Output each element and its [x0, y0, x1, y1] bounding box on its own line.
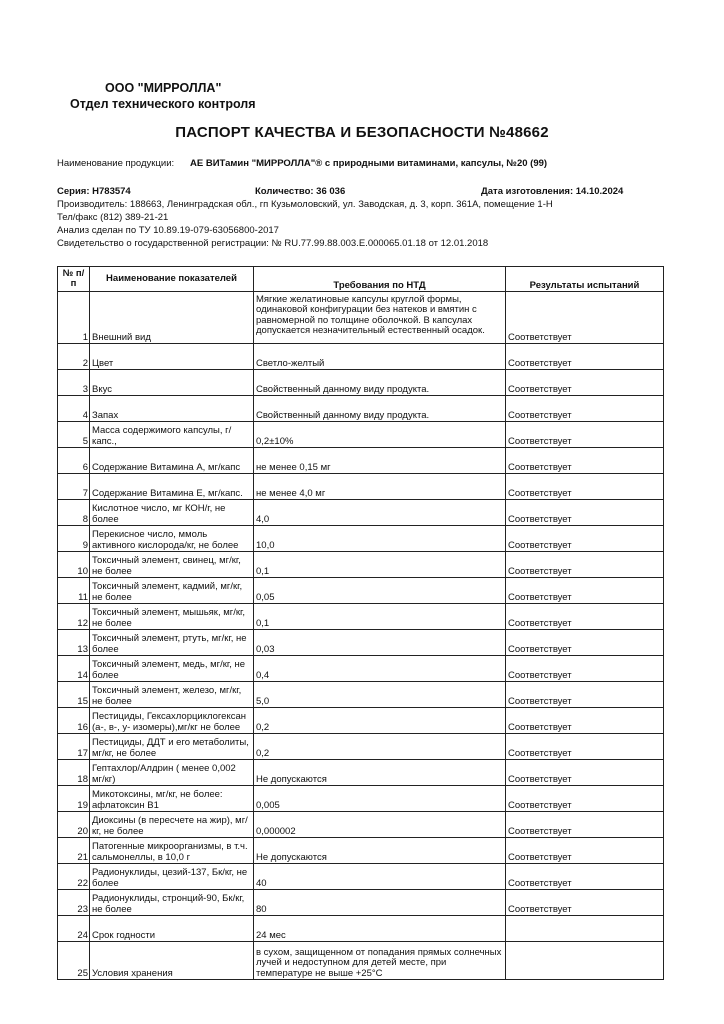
row-requirement: 0,1 — [254, 552, 506, 578]
row-number: 24 — [58, 916, 90, 942]
row-number: 16 — [58, 708, 90, 734]
series-field — [57, 186, 131, 197]
row-number: 11 — [58, 578, 90, 604]
row-requirement: 40 — [254, 864, 506, 890]
row-result — [506, 942, 664, 980]
table-row — [58, 578, 664, 604]
row-result: Соответствует — [506, 500, 664, 526]
row-requirement: 0,05 — [254, 578, 506, 604]
row-number: 6 — [58, 448, 90, 474]
table-row — [58, 786, 664, 812]
series-value: Н783574 — [92, 186, 131, 197]
table-row — [58, 448, 664, 474]
row-number: 4 — [58, 396, 90, 422]
row-number: 1 — [58, 292, 90, 344]
row-number: 15 — [58, 682, 90, 708]
table-header-row — [58, 267, 664, 292]
row-result: Соответствует — [506, 890, 664, 916]
row-result: Соответствует — [506, 422, 664, 448]
row-number: 13 — [58, 630, 90, 656]
table-row — [58, 942, 664, 980]
row-result: Соответствует — [506, 448, 664, 474]
row-indicator: Перекисное число, ммоль активного кислорода/кг, не более — [90, 526, 254, 552]
manufacture-date-field — [481, 186, 623, 197]
row-result: Соответствует — [506, 526, 664, 552]
table-row — [58, 890, 664, 916]
row-indicator: Токсичный элемент, кадмий, мг/кг, не более — [90, 578, 254, 604]
row-indicator: Токсичный элемент, мышьяк, мг/кг, не более — [90, 604, 254, 630]
row-number: 10 — [58, 552, 90, 578]
row-requirement: 0,2 — [254, 734, 506, 760]
table-row — [58, 812, 664, 838]
product-name-value: АЕ ВИТамин "МИРРОЛЛА"® с природными витаминами, капсулы, №20 (99) — [190, 158, 548, 169]
header-results: Результаты испытаний — [506, 267, 664, 292]
table-row — [58, 708, 664, 734]
row-requirement: 5,0 — [254, 682, 506, 708]
row-number: 22 — [58, 864, 90, 890]
series-label: Серия: — [57, 186, 90, 197]
table-row — [58, 292, 664, 344]
row-requirement: 4,0 — [254, 500, 506, 526]
row-requirement: Не допускаются — [254, 760, 506, 786]
row-indicator: Патогенные микроорганизмы, в т.ч. сальмонеллы, в 10,0 г — [90, 838, 254, 864]
row-result: Соответствует — [506, 656, 664, 682]
row-indicator: Содержание Витамина А, мг/капс — [90, 448, 254, 474]
row-result: Соответствует — [506, 760, 664, 786]
row-result: Соответствует — [506, 682, 664, 708]
row-number: 12 — [58, 604, 90, 630]
row-number: 8 — [58, 500, 90, 526]
table-row — [58, 864, 664, 890]
table-row — [58, 474, 664, 500]
row-number: 3 — [58, 370, 90, 396]
row-requirement: не менее 0,15 мг — [254, 448, 506, 474]
row-result: Соответствует — [506, 838, 664, 864]
company-name: ООО "МИРРОЛЛА" — [105, 81, 222, 95]
row-number: 9 — [58, 526, 90, 552]
table-row — [58, 656, 664, 682]
table-row — [58, 552, 664, 578]
row-requirement: Свойственный данному виду продукта. — [254, 396, 506, 422]
row-indicator: Вкус — [90, 370, 254, 396]
table-row — [58, 734, 664, 760]
table-row — [58, 396, 664, 422]
row-requirement: Мягкие желатиновые капсулы круглой формы, одинаковой конфигурации без натеков и вмятин с равномерной по толщине оболочкой. В капсулах допускается незначительный естественный осадок. — [254, 292, 506, 344]
row-requirement: 0,2 — [254, 708, 506, 734]
row-requirement: 80 — [254, 890, 506, 916]
row-indicator: Кислотное число, мг КОН/г, не более — [90, 500, 254, 526]
row-result: Соответствует — [506, 370, 664, 396]
row-result: Соответствует — [506, 552, 664, 578]
row-number: 20 — [58, 812, 90, 838]
header-name: Наименование показателей — [90, 267, 254, 292]
department-name: Отдел технического контроля — [70, 97, 256, 111]
row-indicator: Срок годности — [90, 916, 254, 942]
row-result: Соответствует — [506, 474, 664, 500]
row-indicator: Пестициды, ДДТ и его метаболиты, мг/кг, не более — [90, 734, 254, 760]
table-row — [58, 630, 664, 656]
row-indicator: Запах — [90, 396, 254, 422]
row-requirement: не менее 4,0 мг — [254, 474, 506, 500]
table-row — [58, 838, 664, 864]
row-number: 18 — [58, 760, 90, 786]
row-number: 14 — [58, 656, 90, 682]
row-result: Соответствует — [506, 344, 664, 370]
row-indicator: Гептахлор/Алдрин ( менее 0,002 мг/кг) — [90, 760, 254, 786]
row-number: 25 — [58, 942, 90, 980]
product-name-row — [57, 158, 547, 169]
manufacture-date-value: 14.10.2024 — [575, 186, 624, 197]
row-requirement: 0,03 — [254, 630, 506, 656]
row-requirement: 0,005 — [254, 786, 506, 812]
row-indicator: Токсичный элемент, медь, мг/кг, не более — [90, 656, 254, 682]
row-number: 19 — [58, 786, 90, 812]
row-result: Соответствует — [506, 292, 664, 344]
header-requirements: Требования по НТД — [254, 267, 506, 292]
table-row — [58, 916, 664, 942]
row-number: 7 — [58, 474, 90, 500]
table-row — [58, 500, 664, 526]
table-row — [58, 422, 664, 448]
row-result: Соответствует — [506, 864, 664, 890]
row-indicator: Диоксины (в пересчете на жир), мг/кг, не более — [90, 812, 254, 838]
row-requirement: Свойственный данному виду продукта. — [254, 370, 506, 396]
row-indicator: Содержание Витамина Е, мг/капс. — [90, 474, 254, 500]
row-requirement: 24 мес — [254, 916, 506, 942]
row-requirement: 0,000002 — [254, 812, 506, 838]
row-indicator: Пестициды, Гексахлорциклогексан (а-, в-, у- изомеры),мг/кг не более — [90, 708, 254, 734]
manufacture-date-label: Дата изготовления: — [481, 186, 574, 197]
quantity-field — [255, 186, 345, 197]
row-requirement: 0,2±10% — [254, 422, 506, 448]
row-result: Соответствует — [506, 630, 664, 656]
row-indicator: Внешний вид — [90, 292, 254, 344]
header-num: № п/п — [58, 267, 90, 292]
row-result: Соответствует — [506, 786, 664, 812]
row-indicator: Токсичный элемент, железо, мг/кг, не более — [90, 682, 254, 708]
row-number: 21 — [58, 838, 90, 864]
row-number: 5 — [58, 422, 90, 448]
row-result: Соответствует — [506, 708, 664, 734]
row-indicator: Масса содержимого капсулы, г/капс., — [90, 422, 254, 448]
row-result: Соответствует — [506, 734, 664, 760]
product-name-label: Наименование продукции: — [57, 158, 175, 169]
table-row — [58, 526, 664, 552]
row-requirement: 0,1 — [254, 604, 506, 630]
row-number: 17 — [58, 734, 90, 760]
row-requirement: в сухом, защищенном от попадания прямых солнечных лучей и недоступном для детей месте, при температуре не выше +25°С — [254, 942, 506, 980]
table-row — [58, 344, 664, 370]
row-indicator: Токсичный элемент, свинец, мг/кг, не более — [90, 552, 254, 578]
row-result: Соответствует — [506, 396, 664, 422]
row-indicator: Токсичный элемент, ртуть, мг/кг, не более — [90, 630, 254, 656]
row-indicator: Цвет — [90, 344, 254, 370]
row-requirement: Не допускаются — [254, 838, 506, 864]
table-row — [58, 682, 664, 708]
row-requirement: 0,4 — [254, 656, 506, 682]
manufacturer-line: Производитель: 188663, Ленинградская обл., гп Кузьмоловский, ул. Заводская, д. 3, корп. 361А, помещение 1-Н — [57, 199, 553, 210]
row-result: Соответствует — [506, 812, 664, 838]
row-indicator: Микотоксины, мг/кг, не более: афлатоксин В1 — [90, 786, 254, 812]
document-title: ПАСПОРТ КАЧЕСТВА И БЕЗОПАСНОСТИ №48662 — [175, 124, 549, 141]
table-row — [58, 604, 664, 630]
quantity-label: Количество: — [255, 186, 314, 197]
row-result: Соответствует — [506, 604, 664, 630]
row-number: 23 — [58, 890, 90, 916]
row-indicator: Условия хранения — [90, 942, 254, 980]
analysis-line: Анализ сделан по ТУ 10.89.19-079-63056800-2017 — [57, 225, 279, 236]
row-result — [506, 916, 664, 942]
test-results-table — [57, 266, 664, 980]
row-requirement: Светло-желтый — [254, 344, 506, 370]
quantity-value: 36 036 — [316, 186, 346, 197]
row-result: Соответствует — [506, 578, 664, 604]
phone-line: Тел/факс (812) 389-21-21 — [57, 212, 169, 223]
row-number: 2 — [58, 344, 90, 370]
table-row — [58, 370, 664, 396]
row-indicator: Радионуклиды, стронций-90, Бк/кг, не более — [90, 890, 254, 916]
row-requirement: 10,0 — [254, 526, 506, 552]
certificate-line: Свидетельство о государственной регистрации: № RU.77.99.88.003.Е.000065.01.18 от 12.01.2018 — [57, 238, 489, 249]
table-row — [58, 760, 664, 786]
row-indicator: Радионуклиды, цезий-137, Бк/кг, не более — [90, 864, 254, 890]
